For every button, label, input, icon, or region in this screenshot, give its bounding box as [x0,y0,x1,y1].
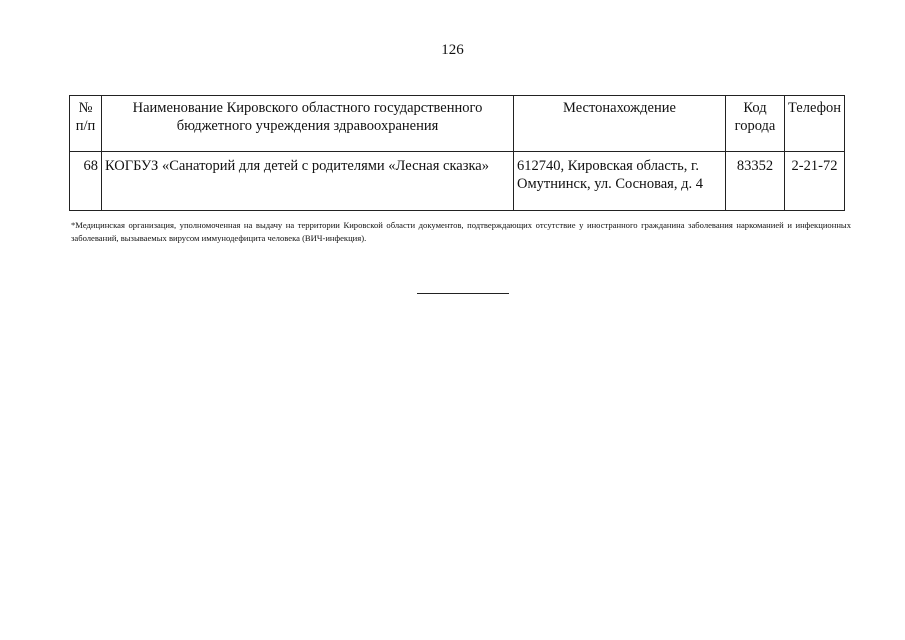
header-location: Местонахождение [514,96,726,152]
row-city-code: 83352 [726,152,785,211]
end-of-document-rule [417,293,509,294]
row-location: 612740, Кировская область, г. Омутнинск, ул. Сосновая, д. 4 [514,152,726,211]
institutions-table [69,95,845,211]
page-number: 126 [441,42,464,58]
header-phone: Телефон [785,96,845,152]
row-institution-name: КОГБУЗ «Санаторий для детей с родителями «Лесная сказка» [102,152,514,211]
table-row [70,152,845,211]
footnote: *Медицинская организация, уполномоченная на выдачу на территории Кировской области документов, подтверждающих отсутствие у иностранного гражданина заболевания наркоманией и инфекционных заболеваний, вызываемых вирусом иммунодефицита человека (ВИЧ-инфекция). [71,220,851,243]
header-number: № п/п [70,96,102,152]
table-header-row [70,96,845,152]
header-institution-name: Наименование Кировского областного государственного бюджетного учреждения здравоохранения [102,96,514,152]
row-phone: 2-21-72 [785,152,845,211]
row-number: 68 [70,152,102,211]
header-city-code: Код города [726,96,785,152]
